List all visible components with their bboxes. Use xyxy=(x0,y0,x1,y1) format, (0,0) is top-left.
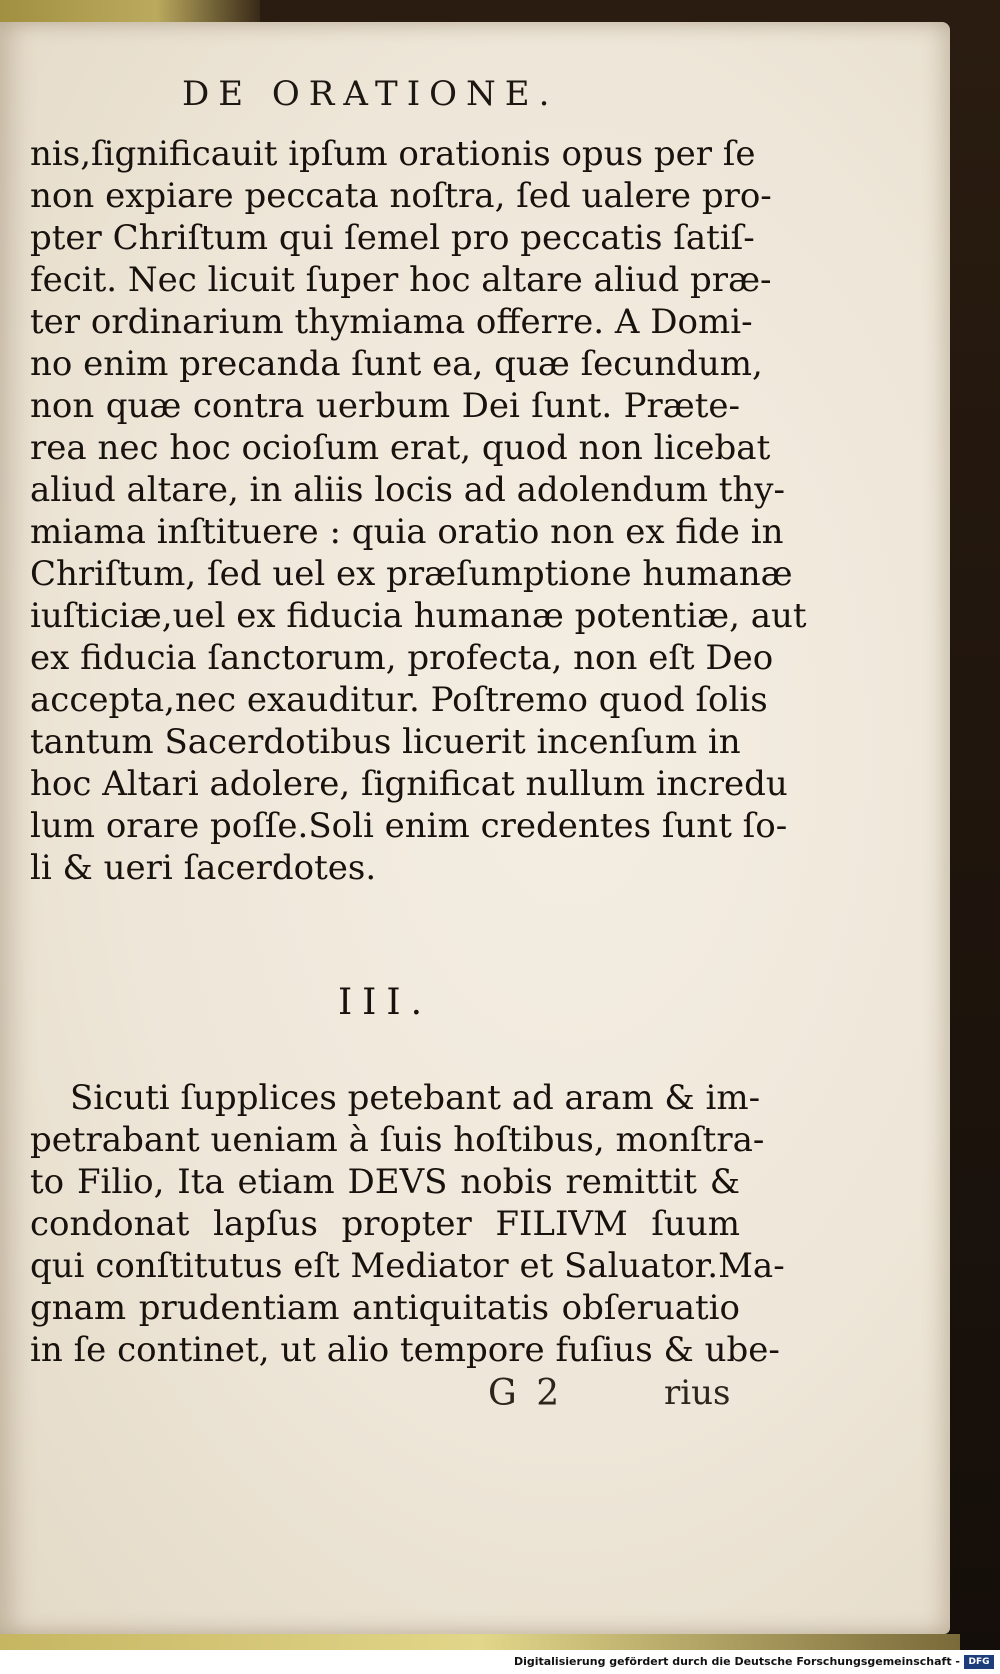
body-line: nis,ſignificauit ipſum orationis opus per ſe xyxy=(30,134,756,174)
body-line: non expiare peccata noſtra, ſed ualere pro- xyxy=(30,176,772,216)
section-line: to Filio, Ita etiam DEVS nobis remittit & xyxy=(30,1162,740,1202)
funding-credit: Digitalisierung gefördert durch die Deutsche Forschungsgemeinschaft - xyxy=(513,1655,960,1668)
body-line: rea nec hoc ocioſum erat, quod non licebat xyxy=(30,428,771,468)
body-line: non quæ contra uerbum Dei ſunt. Præte- xyxy=(30,386,740,426)
body-line: Chriſtum, ſed uel ex præſumptione humanæ xyxy=(30,554,793,594)
section-line: condonat lapſus propter FILIVM ſuum xyxy=(30,1204,740,1244)
body-line: fecit. Nec licuit ſuper hoc altare aliud præ- xyxy=(30,260,772,300)
section-line: petrabant ueniam à ſuis hoſtibus, monſtra- xyxy=(30,1120,765,1160)
body-line: ter ordinarium thymiama offerre. A Domi- xyxy=(30,302,753,342)
section-line: in ſe continet, ut alio tempore fuſius & ube- xyxy=(30,1330,780,1370)
section-line: qui conſtitutus eſt Mediator et Saluator.Ma- xyxy=(30,1246,785,1286)
signature-mark: G 2 xyxy=(488,1373,564,1414)
running-head: DE ORATIONE. xyxy=(182,74,559,114)
body-line: ex fiducia ſanctorum, profecta, non eſt Deo xyxy=(30,638,774,678)
catchword: rius xyxy=(664,1373,731,1413)
section-number: III. xyxy=(337,982,433,1023)
body-line: lum orare poſſe.Soli enim credentes ſunt ſo- xyxy=(30,806,788,846)
body-line: accepta,nec exauditur. Poſtremo quod ſolis xyxy=(30,680,768,720)
body-line: miama inſtituere : quia oratio non ex fide in xyxy=(30,512,784,552)
body-line: tantum Sacerdotibus licuerit incenſum in xyxy=(30,722,741,762)
body-line: li & ueri ſacerdotes. xyxy=(30,848,377,888)
section-line: Sicuti ſupplices petebant ad aram & im- xyxy=(70,1078,761,1118)
dfg-logo: DFG xyxy=(964,1655,994,1669)
body-line: iuſticiæ,uel ex fiducia humanæ potentiæ, aut xyxy=(30,596,807,636)
section-line: gnam prudentiam antiquitatis obſeruatio xyxy=(30,1288,740,1328)
body-line: aliud altare, in aliis locis ad adolendum thy- xyxy=(30,470,786,510)
body-line: pter Chriſtum qui ſemel pro peccatis ſatiſ- xyxy=(30,218,755,258)
page-edge-bottom xyxy=(0,1634,960,1650)
body-line: no enim precanda ſunt ea, quæ ſecundum, xyxy=(30,344,763,384)
body-line: hoc Altari adolere, ſignificat nullum incredu xyxy=(30,764,788,804)
